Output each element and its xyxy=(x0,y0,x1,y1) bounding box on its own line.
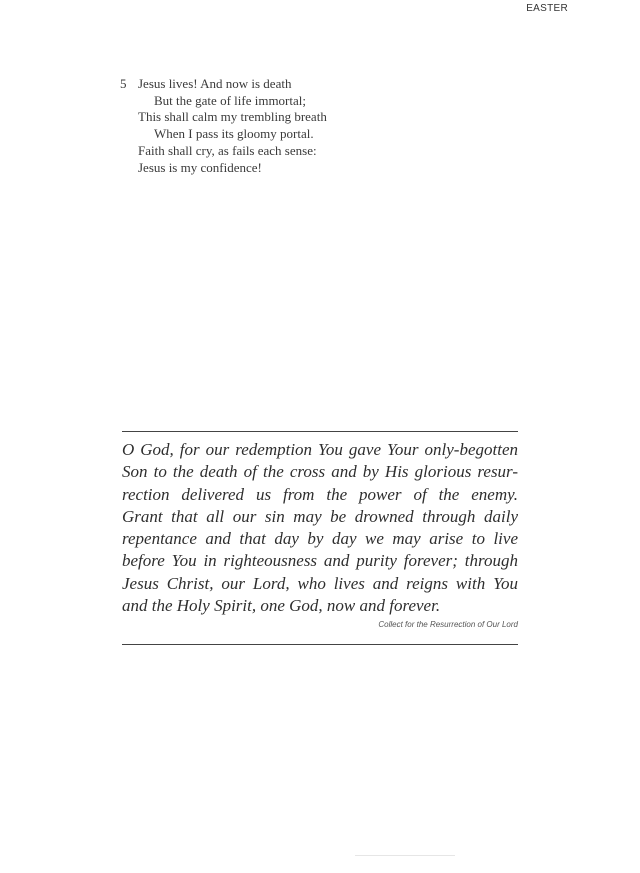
prayer-line: rection delivered us from the power of the enemy. xyxy=(122,484,518,504)
page-edge-mark xyxy=(355,855,455,856)
verse-line xyxy=(120,76,440,93)
prayer-line: Son to the death of the cross and by His glorious resur- xyxy=(122,462,518,482)
divider-bottom xyxy=(122,644,518,645)
verse-number: 5 xyxy=(120,76,127,91)
prayer-line: repentance and that day by day we may arise to live xyxy=(122,529,518,549)
collect-prayer xyxy=(122,439,518,617)
prayer-line: O God, for our redemption You gave Your only-begotten xyxy=(122,440,518,459)
prayer-line: before You in righteousness and purity forever; through xyxy=(122,551,518,571)
verse-line: Jesus is my confidence! xyxy=(138,159,262,175)
verse-line-text: Jesus lives! And now is death xyxy=(138,76,292,91)
hymn-stanza xyxy=(120,76,440,176)
verse-line: But the gate of life immortal; xyxy=(154,92,306,108)
prayer-line: Grant that all our sin may be drowned through daily xyxy=(122,506,518,526)
verse-line: This shall calm my trembling breath xyxy=(138,109,327,125)
divider-top xyxy=(122,431,518,432)
section-header: EASTER xyxy=(526,3,568,14)
prayer-line: and the Holy Spirit, one God, now and forever. xyxy=(122,596,441,616)
collect-attribution: Collect for the Resurrection of Our Lord xyxy=(378,620,518,629)
prayer-line: Jesus Christ, our Lord, who lives and reigns with You xyxy=(122,573,518,593)
verse-line: Faith shall cry, as fails each sense: xyxy=(138,142,317,158)
verse-line: When I pass its gloomy portal. xyxy=(154,126,314,142)
